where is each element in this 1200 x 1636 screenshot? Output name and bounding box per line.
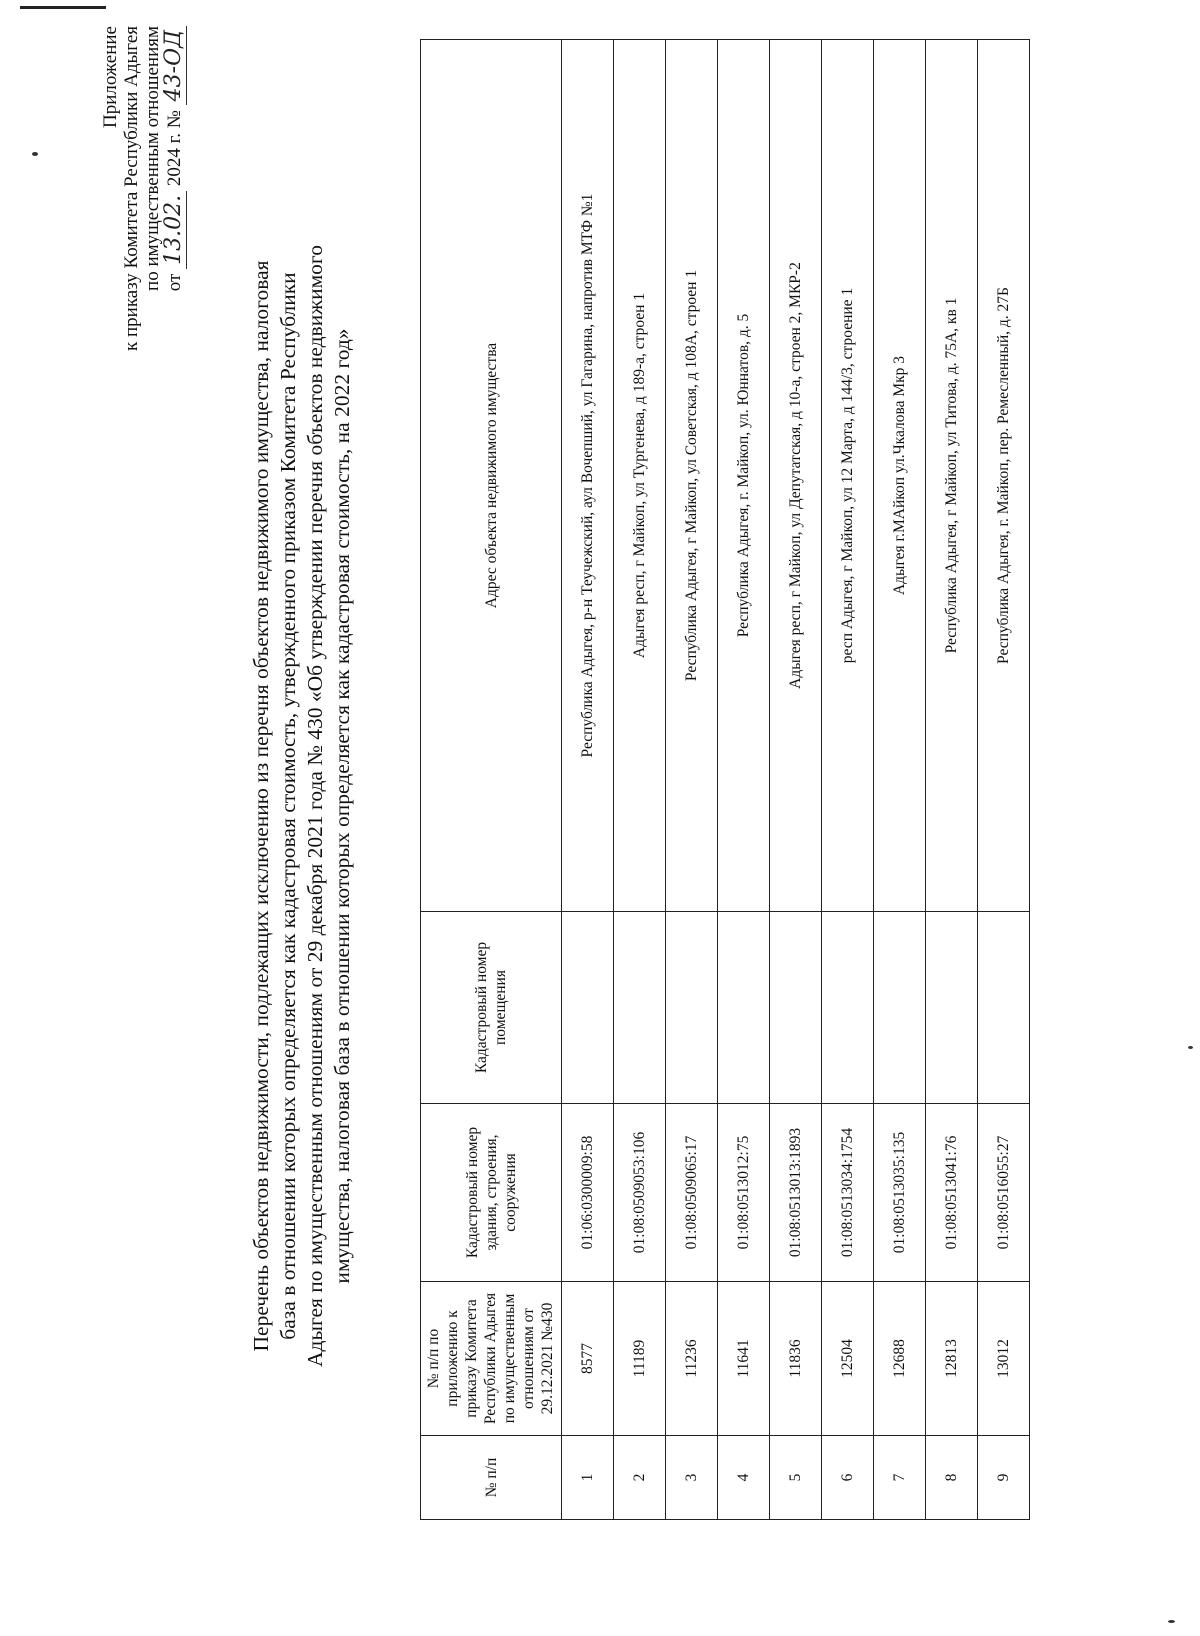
cell-cad-building: 01:08:0516055:27 bbox=[978, 1104, 1030, 1282]
table-row bbox=[770, 40, 822, 1520]
cell-cad-room bbox=[614, 912, 666, 1104]
header-appendix-num: № п/п по приложению к приказу Комитета Республики Адыгея по имущественным отношениям от 29.12.2021 №430 bbox=[421, 1282, 562, 1436]
cell-cad-building: 01:08:0513035:135 bbox=[874, 1104, 926, 1282]
title-line: имущества, налоговая база в отношении которых определяется как кадастровая стоимость, на 2022 год» bbox=[330, 328, 354, 1284]
cell-appendix-num: 13012 bbox=[978, 1282, 1030, 1436]
cell-cad-building: 01:08:0513041:76 bbox=[926, 1104, 978, 1282]
cell-num: 9 bbox=[978, 1436, 1030, 1520]
table-header-row bbox=[421, 40, 562, 1520]
cell-num: 6 bbox=[822, 1436, 874, 1520]
cell-cad-room bbox=[874, 912, 926, 1104]
cell-cad-building: 01:08:0509065:17 bbox=[666, 1104, 718, 1282]
cell-appendix-num: 11189 bbox=[614, 1282, 666, 1436]
appendix-line-1: Приложение bbox=[100, 26, 121, 128]
cell-appendix-num: 12813 bbox=[926, 1282, 978, 1436]
property-table bbox=[420, 39, 1030, 1520]
header-cad-building: Кадастровый номер здания, строения, сооружения bbox=[421, 1104, 562, 1282]
cell-appendix-num: 12688 bbox=[874, 1282, 926, 1436]
appendix-line-2: к приказу Комитета Республики Адыгея bbox=[121, 26, 142, 351]
handwritten-date: 13.02. bbox=[161, 191, 187, 269]
cell-address: Республика Адыгея, г Майкоп, ул Советская, д 108А, строен 1 bbox=[666, 40, 718, 912]
title-line: Адыгея по имущественным отношениям от 29 декабря 2021 года № 430 «Об утверждении перечня объектов недвижимого bbox=[303, 245, 327, 1367]
appendix-line-3: по имущественным отношениям bbox=[142, 26, 163, 291]
cell-address: респ Адыгея, г Майкоп, ул 12 Марта, д 144/3, строение 1 bbox=[822, 40, 874, 912]
table-row bbox=[978, 40, 1030, 1520]
table-row bbox=[666, 40, 718, 1520]
cell-address: Адыгея г.МАйкоп ул.Чкалова Мкр 3 bbox=[874, 40, 926, 912]
table-row bbox=[718, 40, 770, 1520]
appendix-line-4 bbox=[163, 26, 185, 406]
document-title bbox=[248, 96, 356, 1516]
header-num: № п/п bbox=[421, 1436, 562, 1520]
cell-address: Адыгея респ, г Майкоп, ул Тургенева, д 189-а, строен 1 bbox=[614, 40, 666, 912]
cell-cad-room bbox=[718, 912, 770, 1104]
table-row bbox=[926, 40, 978, 1520]
handwritten-order-number: 43-ОД bbox=[161, 26, 187, 105]
table-row bbox=[822, 40, 874, 1520]
header-cad-room: Кадастровый номер помещения bbox=[421, 912, 562, 1104]
cell-num: 7 bbox=[874, 1436, 926, 1520]
title-line: Перечень объектов недвижимости, подлежащих исключению из перечня объектов недвижимого имущества, налоговая bbox=[249, 260, 273, 1352]
cell-cad-building: 01:08:0513013:1893 bbox=[770, 1104, 822, 1282]
cell-cad-room bbox=[770, 912, 822, 1104]
cell-cad-building: 01:08:0509053:106 bbox=[614, 1104, 666, 1282]
cell-address: Республика Адыгея, г. Майкоп, пер. Ремесленный, д. 27Б bbox=[978, 40, 1030, 912]
cell-address: Республика Адыгея, г Майкоп, ул Титова, д. 75А, кв 1 bbox=[926, 40, 978, 912]
cell-cad-room bbox=[822, 912, 874, 1104]
cell-cad-building: 01:08:0513034:1754 bbox=[822, 1104, 874, 1282]
cell-appendix-num: 8577 bbox=[562, 1282, 614, 1436]
cell-num: 4 bbox=[718, 1436, 770, 1520]
cell-num: 5 bbox=[770, 1436, 822, 1520]
cell-cad-room bbox=[978, 912, 1030, 1104]
table-row bbox=[562, 40, 614, 1520]
cell-cad-room bbox=[926, 912, 978, 1104]
cell-cad-room bbox=[666, 912, 718, 1104]
cell-cad-building: 01:08:0513012:75 bbox=[718, 1104, 770, 1282]
cell-num: 2 bbox=[614, 1436, 666, 1520]
title-line: база в отношении которых определяется как кадастровая стоимость, утвержденного приказом Комитета Республики bbox=[276, 272, 300, 1340]
header-address: Адрес объекта недвижимого имущества bbox=[421, 40, 562, 912]
cell-address: Адыгея респ, г Майкоп, ул Депутатская, д 10-а, строен 2, МКР-2 bbox=[770, 40, 822, 912]
cell-num: 3 bbox=[666, 1436, 718, 1520]
cell-appendix-num: 11236 bbox=[666, 1282, 718, 1436]
cell-cad-building: 01:06:0300009:58 bbox=[562, 1104, 614, 1282]
cell-num: 1 bbox=[562, 1436, 614, 1520]
appendix-year: 2024 г. № bbox=[164, 110, 185, 187]
cell-appendix-num: 12504 bbox=[822, 1282, 874, 1436]
cell-appendix-num: 11641 bbox=[718, 1282, 770, 1436]
cell-address: Республика Адыгея, р-н Теучежский, аул Вочепший, ул Гагарина, напротив МТФ №1 bbox=[562, 40, 614, 912]
appendix-block bbox=[100, 26, 185, 406]
cell-cad-room bbox=[562, 912, 614, 1104]
cell-num: 8 bbox=[926, 1436, 978, 1520]
appendix-date-prefix: от bbox=[164, 273, 185, 292]
table-row bbox=[614, 40, 666, 1520]
table-row bbox=[874, 40, 926, 1520]
cell-appendix-num: 11836 bbox=[770, 1282, 822, 1436]
cell-address: Республика Адыгея, г. Майкоп, ул. Юннатов, д. 5 bbox=[718, 40, 770, 912]
